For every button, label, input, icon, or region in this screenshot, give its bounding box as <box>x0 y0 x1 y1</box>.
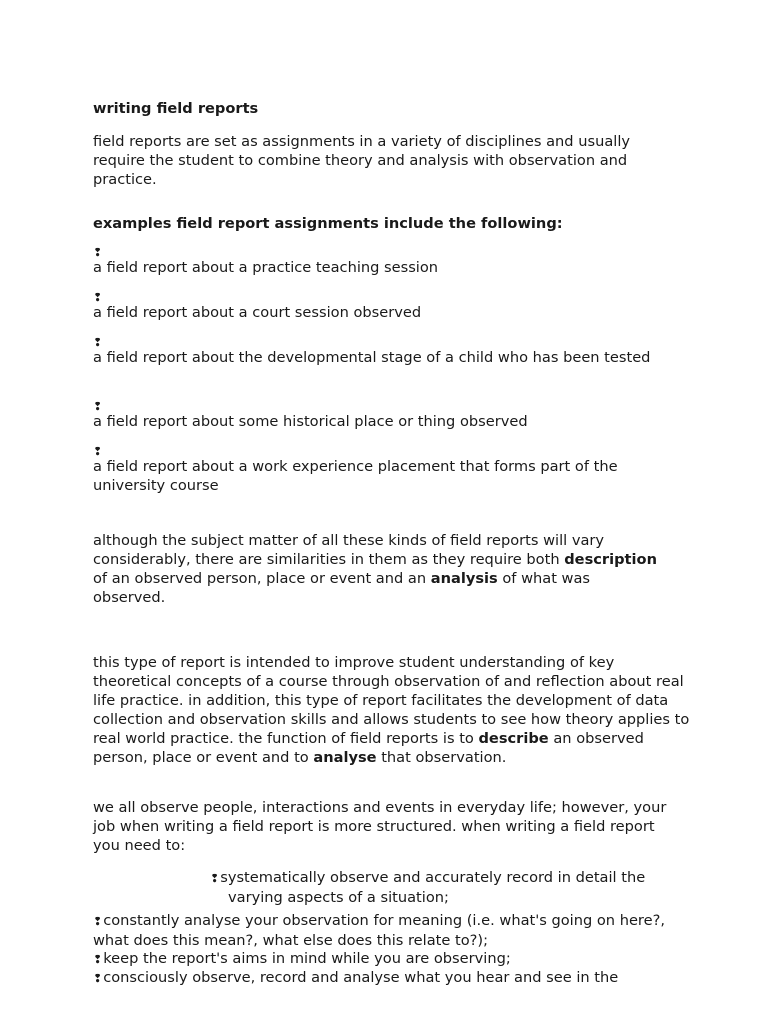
need-text: constantly analyse your observation for meaning (i.e. what's going on here?, what does this mean?, what else does this relate to?); <box>93 912 665 949</box>
example-text: a field report about a work experience placement that forms part of the university course <box>93 458 618 494</box>
example-text: a field report about a court session observed <box>93 304 422 321</box>
example-text: a field report about some historical place or thing observed <box>93 413 528 430</box>
example-text: a field report about the developmental stage of a child who has been tested <box>93 349 651 366</box>
need-item <box>210 868 680 907</box>
example-item <box>93 247 693 277</box>
bullet-icon: ❢ <box>93 445 103 458</box>
text-run: although the subject matter of all these kinds of field reports will vary considerably, there are similarities in them as they require both <box>93 532 605 568</box>
examples-heading: examples field report assignments include the following: <box>93 215 563 232</box>
need-text: consciously observe, record and analyse what you hear and see in the <box>103 969 619 986</box>
text-run: an observed person, place or event and to <box>93 730 644 766</box>
emphasis-describe: describe <box>478 730 549 747</box>
purpose-paragraph <box>93 653 693 767</box>
bullet-icon: ❢ <box>93 246 103 259</box>
need-text: systematically observe and accurately record in detail the varying aspects of a situation; <box>220 869 646 906</box>
text-run: of an observed person, place or event and an <box>93 570 431 587</box>
example-text: a field report about a practice teaching session <box>93 259 439 276</box>
emphasis-description: description <box>564 551 657 568</box>
document-title: writing field reports <box>93 100 259 117</box>
bullet-icon: ❢ <box>93 953 103 966</box>
similarities-paragraph <box>93 531 663 607</box>
text-run: this type of report is intended to improve student understanding of key theoretical concepts of a course through observation of and reflection about real life practice. in addition, this type of report facilitates the development of data collection and observation skills and allows students to see how theory applies to real world practice. the function of field reports is to <box>93 654 690 747</box>
bullet-icon: ❢ <box>93 336 103 349</box>
example-item <box>93 401 693 431</box>
observation-paragraph: we all observe people, interactions and events in everyday life; however, your job when writing a field report is more structured. when writing a field report you need to: <box>93 799 667 854</box>
need-item <box>93 911 673 950</box>
need-item <box>93 949 693 969</box>
need-text: keep the report's aims in mind while you are observing; <box>103 950 511 967</box>
example-item <box>93 292 693 322</box>
bullet-icon: ❢ <box>93 291 103 304</box>
text-run: that observation. <box>376 749 507 766</box>
bullet-icon: ❢ <box>210 872 220 885</box>
bullet-icon: ❢ <box>93 400 103 413</box>
example-item <box>93 337 653 367</box>
emphasis-analysis: analysis <box>430 570 498 587</box>
text-run: of what was observed. <box>93 570 591 606</box>
bullet-icon: ❢ <box>93 972 103 985</box>
need-item <box>93 968 693 988</box>
example-item <box>93 446 668 495</box>
emphasis-analyse: analyse <box>313 749 377 766</box>
bullet-icon: ❢ <box>93 915 103 928</box>
intro-paragraph: field reports are set as assignments in a variety of disciplines and usually require the student to combine theory and analysis with observation and practice. <box>93 133 631 188</box>
